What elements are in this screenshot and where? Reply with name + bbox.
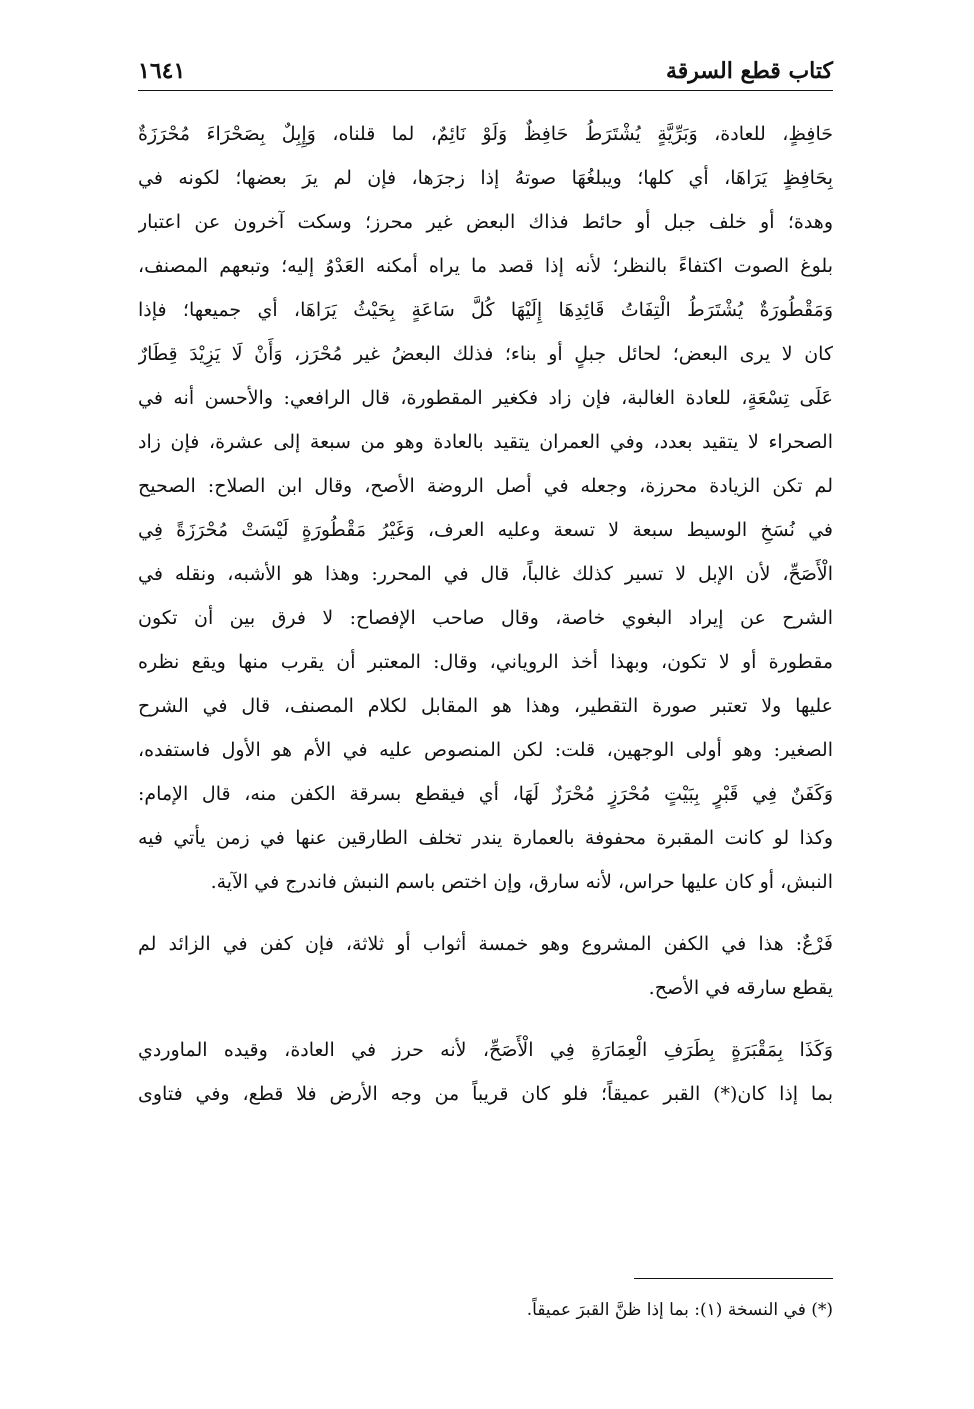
paragraph-spacer [138,1010,833,1028]
text-line: يقطع سارقه في الأصح. [648,977,833,999]
text-line: عَلَى تِسْعَةٍ، للعادة الغالبة، فإن زاد فكغير المقطورة، قال الرافعي: والأحسن أنه في [138,387,833,409]
text-line: الصغير: وهو أولى الوجهين، قلت: لكن المنصوص عليه في الأم هو الأول فاستفده، [138,739,833,761]
paragraph-2 [138,922,833,1010]
text-line: في نُسَخِ الوسيط سبعة لا تسعة وعليه العرف، وَغَيْرُ مَقْطُورَةٍ لَيْسَتْ مُحْرَزَةً فِي [138,519,833,541]
text-line: حَافِظٍ، للعادة، وَبَرِّيَّةٍ يُشْتَرَطُ حَافِظٌ وَلَوْ نَائِمٌ، لما قلناه، وَإِبِلٌ بِصَحْرَاءَ مُحْرَزَةٌ [138,123,833,145]
footnote: (*) في النسخة (١): بما إذا ظنَّ القبرَ عميقاً. [526,1300,833,1320]
text-line: وَكَذَا بِمَقْبَرَةٍ بِطَرَفِ الْعِمَارَةِ فِي الْأَصَحِّ، لأنه حرز في العادة، وقيده الماوردي [138,1039,833,1061]
text-line: النبش، أو كان عليها حراس، لأنه سارق، وإن اختص باسم النبش فاندرج في الآية. [210,871,833,893]
body-text [138,112,833,1116]
footnote-divider [634,1278,833,1279]
text-line: الْأَصَحِّ، لأن الإبل لا تسير كذلك غالباً، قال في المحرر: وهذا هو الأشبه، ونقله في [138,563,833,585]
text-line: وكذا لو كانت المقبرة محفوفة بالعمارة يندر تخلف الطارقين عنها في زمن يأتي فيه [138,827,833,849]
page-number: ١٦٤١ [138,58,186,84]
text-line: وهدة؛ أو خلف جبل أو حائط فذاك البعض غير محرز؛ وسكت آخرون عن اعتبار [138,211,833,233]
text-line: الصحراء لا يتقيد بعدد، وفي العمران يتقيد بالعادة وهو من سبعة إلى عشرة، فإن زاد [138,431,833,453]
text-line: فَرْعٌ: هذا في الكفن المشروع وهو خمسة أثواب أو ثلاثة، فإن كفن في الزائد لم [138,933,833,955]
text-line: عليها ولا تعتبر صورة التقطير، وهذا هو المقابل لكلام المصنف، قال في الشرح [138,695,833,717]
paragraph-spacer [138,904,833,922]
text-line: بلوغ الصوت اكتفاءً بالنظر؛ لأنه إذا قصد ما يراه أمكنه العَدْوُ إليه؛ وتبعهم المصنف، [138,255,833,277]
page-header [138,56,833,91]
paragraph-1 [138,112,833,904]
text-line: وَمَقْطُورَةٌ يُشْتَرَطُ الْتِفَاتُ قَائِدِهَا إِلَيْهَا كُلَّ سَاعَةٍ بِحَيْثُ يَرَاهَا، أي جميعها؛ فإذا [138,299,833,321]
text-line: بِحَافِظٍ يَرَاهَا، أي كلها؛ ويبلغُهَا صوتهُ إذا زجرَها، فإن لم يرَ بعضها؛ لكونه في [138,167,833,189]
text-line: لم تكن الزيادة محرزة، وجعله في أصل الروضة الأصح، وقال ابن الصلاح: الصحيح [138,475,833,497]
running-title: كتاب قطع السرقة [665,58,833,84]
text-line: كان لا يرى البعض؛ لحائل جبلٍ أو بناء؛ فذلك البعضُ غير مُحْرَز، وَأَنْ لَا يَزِيْدَ قِطَارٌ [138,343,833,365]
text-line: مقطورة أو لا تكون، وبهذا أخذ الروياني، وقال: المعتبر أن يقرب منها ويقع نظره [138,651,833,673]
paragraph-3 [138,1028,833,1116]
text-line: وَكَفَنٌ فِي قَبْرٍ بِبَيْتٍ مُحْرَزٍ مُحْرَزٌ لَهَا، أي فيقطع بسرقة الكفن منه، قال الإمام: [138,783,833,805]
text-line: بما إذا كان(*) القبر عميقاً؛ فلو كان قريباً من وجه الأرض فلا قطع، وفي فتاوى [138,1083,833,1105]
text-line: الشرح عن إيراد البغوي خاصة، وقال صاحب الإفصاح: لا فرق بين أن تكون [138,607,833,629]
